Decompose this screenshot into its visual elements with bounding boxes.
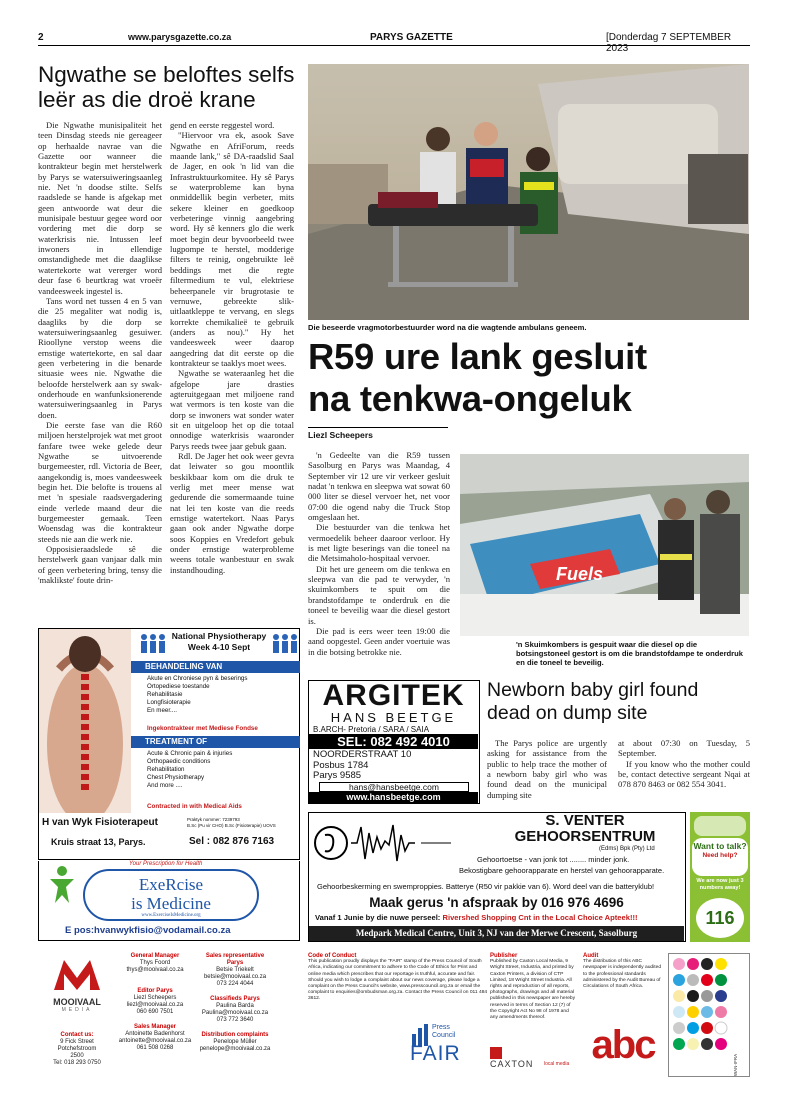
hearing-line-2: Bekostigbare gehoorapparate en herstel van gehoorapparate.	[459, 866, 665, 875]
list-item: 2500	[70, 1053, 84, 1059]
week-title: National Physiotherapy	[171, 631, 267, 641]
bubble-want-talk: Want to talk?	[693, 841, 747, 851]
list-item: Rehabilitation	[147, 766, 185, 773]
hearing-appointment: Maak gerus 'n afspraak by 016 976 4696	[369, 895, 624, 910]
sr-phone: 073 224 4044	[216, 981, 254, 987]
child-photo	[694, 816, 746, 836]
treatment-title: TREATMENT OF	[131, 736, 300, 748]
color-test-strip	[668, 953, 750, 1077]
list-item: Acute & Chronic pain & injuries	[147, 750, 233, 757]
page-header	[38, 32, 750, 54]
list-item: Longfisioterapie	[147, 699, 191, 706]
behandeling-list	[147, 675, 297, 715]
caxton-logo	[490, 1047, 580, 1073]
contract-en: Contracted in with Medical Aids	[147, 803, 242, 810]
editor-title: Editor Parys	[137, 988, 173, 994]
physio-quals	[187, 817, 276, 828]
audit-block	[583, 953, 663, 990]
physio-cell: Sel : 082 876 7163	[189, 836, 275, 847]
code-text: This publication proudly displays the "FAIR" stamp of the Press Council of South Africa, indicating our commitment to adhere to the Code of Ethics for Print and online media which prescribes that our reportage is truthful, accurate and fair. Should you wish to lodge a complaint about our news coverage, please lodge a complaint on the Press Council's website, www.presscouncil.org.za or email the complaint to enquiries@ombudsman.org.za. Contact the Press Council on 011 484 3612.	[308, 959, 488, 1002]
baby-column-2	[618, 738, 750, 790]
bubble-need-help: Need help?	[702, 852, 738, 859]
hearing-company: (Edms) Bpk (Pty) Ltd	[599, 846, 655, 852]
paragraph: Die bestuurder van die tenkwa het vermoedelik beheer daaroor verloor. Hy is met ligte beserings van die toneel na die Metsimaholo-hospitaal vervoer.	[308, 522, 450, 564]
foam-photo	[460, 454, 749, 636]
sm-phone: 061 508 0268	[136, 1045, 174, 1051]
paragraph: Die pad is eers weer teen 19:00 die aand oopgestel. Geen ander voertuie was in die botsing betrokke nie.	[308, 625, 450, 657]
qualification: B.Sc (Pu vir CHO) B.Sc (Fisioterapie) UOVS	[187, 822, 276, 828]
hearing-from: Vanaf 1 Junie by die nuwe perseel:	[315, 913, 441, 922]
publisher-block	[490, 953, 576, 1021]
hearing-line-1: Gehoortoetse - van jonk tot ........ minder jonk.	[477, 855, 630, 864]
physio-address: Kruis straat 13, Parys.	[51, 837, 146, 847]
argitek-address-1: NOORDERSTRAAT 10	[313, 749, 412, 760]
green-figure-icon	[47, 865, 77, 905]
argitek-address-3: Parys 9585	[313, 770, 362, 781]
physio-week-title	[169, 631, 269, 653]
practice-no: Praktyk nommer: 7239793	[187, 817, 240, 822]
cl-phone: 073 772 3640	[216, 1017, 254, 1023]
header-date: [Donderdag 7 SEPTEMBER 2023	[606, 32, 732, 54]
logo-url: www.ExerciseIsMedicine.org	[141, 913, 201, 918]
sr-title: Sales representative Parys	[205, 953, 265, 966]
contract-af: Ingekontrakteer met Mediese Fondse	[147, 725, 258, 732]
press-council-logo	[410, 1022, 480, 1072]
caxton-sub: local media	[544, 1061, 570, 1067]
truck-lettering: Fuels	[556, 564, 604, 584]
sr-email: betsie@mooivaal.co.za	[203, 974, 267, 980]
ambulance-photo	[308, 64, 749, 320]
mooivaal-logo	[40, 956, 114, 1018]
crash-headline	[308, 336, 753, 420]
baby-headline-line-2: dead on dump site	[487, 702, 648, 724]
list-item: Tel: 018 293 0750	[53, 1060, 101, 1066]
sm-name: Antoinette Badenhorst	[125, 1031, 185, 1037]
logo-line-2: is Medicine	[131, 894, 211, 913]
contact-block	[42, 1032, 112, 1067]
code-of-conduct	[308, 953, 488, 1003]
childline-text: We are now just 3 numbers away!	[696, 878, 744, 891]
water-column-1	[38, 120, 162, 628]
behandeling-title: BEHANDELING VAN	[131, 661, 300, 673]
list-item: Chest Physiotherapy	[147, 774, 205, 781]
baby-headline	[487, 679, 752, 725]
hearing-name-2: GEHOORSENTRUM	[514, 828, 656, 845]
crash-byline: Liezl Scheepers	[308, 430, 373, 440]
logo-line-1: ExeRcise	[138, 875, 204, 894]
physio-people-icon-right	[271, 633, 299, 657]
audit-text: The distribution of this ABC newspaper is independently audited to the professional standards administered by the Audit Bureau of Circulations of South Africa.	[583, 959, 662, 990]
website: www.parysgazette.co.za	[128, 32, 232, 42]
hearing-shopping-centre: Rivershed Shopping Cnt in the Local Choice Apteek!!!	[442, 913, 638, 922]
argitek-address-2: Posbus 1784	[313, 759, 369, 771]
masthead	[38, 950, 750, 1080]
argitek-name: ARGITEK	[322, 679, 465, 712]
code-title: Code of Conduct	[308, 953, 357, 959]
mooivaal-name: MOOIVAAL	[53, 997, 101, 1007]
gm-name: Thys Foord	[139, 960, 171, 966]
crash-headline-line-2: na tenkwa-ongeluk	[308, 378, 632, 419]
prescription-text: Your Prescription for Health	[129, 861, 203, 867]
paragraph: 'n Gedeelte van die R59 tussen Sasolburg en Parys was Maandag, 4 September vir 12 ure vir verkeer gesluit nadat 'n tenkwa en sleepwa wat sowat 60 000 liter se diesel vervoer het, net voor 07:00 die ogend naby die Truck Stop omgeslaan het.	[308, 450, 450, 523]
paragraph: "Hiervoor vra ek, asook Save Ngwathe en AfriForum, reeds maande lank," sê DA-raadslid Saal de Jager, en ook 'n lid van die Infrastruktuurkomitee. Hy sê Parys se waterprobleme kan byna onmiddellik begin verbeter, mits sekere kleiner en goedkoop verbeteringe vinnig aangebring word. Hy sê kenners glo die werk moet begin deur byvoorbeeld twee lugpompe te herstel, modderige filters te reinig, ongebruikte leë beddings met die regte filtermedium te vul, elektriese beheerpanele vir brugrotasie te vernuwe, gebreekte slik-uitlaatkleppe te vervang, en slegs korrekte chemikalieë te gebruik (anders as nou)." Hy het vandeesweek weer daarop aangedring dat dit eerste op die kontrakteur se taaklys moet wees.	[170, 130, 294, 368]
editor-email: liezl@mooivaal.co.za	[126, 1002, 184, 1008]
mooivaal-sub: MEDIA	[61, 1007, 93, 1013]
list-item: And more ....	[147, 782, 183, 789]
cl-title: Classifieds Parys	[210, 996, 260, 1002]
cl-email: Paulina@mooivaal.co.za	[201, 1010, 269, 1016]
hearing-new-address	[315, 913, 685, 922]
list-item: Akute en Chroniese pyn & beserings	[147, 675, 248, 682]
argitek-cell: SEL: 082 492 4010	[309, 734, 478, 749]
argitek-quals: B.ARCH- Pretoria / SARA / SAIA	[313, 725, 430, 734]
press-fair: FAIR	[410, 1042, 461, 1065]
staff-column-2	[198, 953, 272, 1053]
paper-name: PARYS GAZETTE	[370, 32, 453, 43]
gm-title: General Manager	[130, 953, 180, 959]
caxton-icon	[490, 1047, 502, 1059]
argitek-ad	[308, 680, 480, 804]
physio-name: H van Wyk Fisioterapeut	[42, 817, 158, 828]
sm-title: Sales Manager	[133, 1024, 177, 1030]
paragraph: Tans word net tussen 4 en 5 van die 25 megaliter wat nodig is, daagliks by die dorp se watersuiweringsaanleg gesuiwer. Rioollyne verstop weens die ernstige watertekorte, en sal daar geen verbetering in die benarde situasie wees nie. Ngwathe die beloofde herstelwerk aan sy swak-onderhoude en wanfunksionerende watersuiweringsaanleg in Parys doen.	[38, 295, 162, 420]
treatment-list	[147, 750, 297, 790]
crash-body	[308, 450, 450, 698]
list-item: Ortopediese toestande	[147, 683, 210, 690]
list-item: Orthopaedic conditions	[147, 758, 211, 765]
dist-title: Distribution complaints	[201, 1032, 269, 1038]
list-item: 9 Fick Street	[60, 1039, 94, 1045]
physio-ad	[38, 628, 300, 860]
childline-number: 116	[696, 898, 744, 938]
baby-col2-para-1: at about 07:30 on Tuesday, 5 September.	[618, 738, 750, 759]
exercise-medicine-logo	[83, 869, 259, 921]
color-dots-icon	[671, 956, 731, 1076]
dist-name: Penelope Müller	[213, 1039, 257, 1045]
paragraph: Ngwathe se wateraanleg het die afgelope jare drasties agteruitgegaan met miljoene rand wat vermors is ten koste van die dorp se inwoners wat sonder water sit en uitgeloop het op die totaal onnodige waterkrisis waaronder Parys reeds twee jaar gebuk gaan.	[170, 368, 294, 451]
hearing-ad	[308, 812, 686, 942]
childline-ad	[690, 812, 750, 942]
paragraph: gend en eerste reggestel word.	[170, 120, 275, 130]
list-item: En meer....	[147, 707, 177, 714]
byline-rule	[308, 427, 448, 428]
water-column-2	[170, 120, 294, 628]
ambulance-caption: Die beseerde vragmotorbestuurder word na die wagtende ambulans geneem.	[308, 323, 587, 332]
week-dates: Week 4-10 Sept	[187, 642, 251, 652]
baby-column-1: The Parys police are urgently asking for assistance from the public to help trace the mother of a newborn baby girl who was found dead on the municipal dumping site	[487, 738, 607, 800]
physio-people-icon	[139, 633, 167, 657]
talk-bubble	[692, 838, 748, 876]
hearing-footer: Medpark Medical Centre, Unit 3, NJ van der Merwe Crescent, Sasolburg	[309, 926, 684, 941]
press-council-text	[432, 1024, 455, 1040]
argitek-person: HANS BEETGE	[330, 710, 457, 725]
mooivaal-m-icon	[52, 956, 102, 992]
audit-title: Audit	[583, 953, 599, 959]
staff-column-1	[118, 953, 192, 1052]
press-line-2: Council	[432, 1032, 456, 1039]
water-headline: Ngwathe se beloftes selfs leër as die droë krane	[38, 62, 295, 112]
editor-phone: 060 690 7501	[136, 1009, 174, 1015]
paragraph: Die Ngwathe munisipaliteit het teen Dinsdag steeds nie gereageer op herhaalde navrae van die Gazette oor wanneer die kontrakteur begin met herstelwerk by Parys se watersuiweringsaanleg nie. Net 'n doodse stilte. Selfs raadslede se hande is afgekap met geen antwoorde wat deur die munisipale bestuur gegee word oor vordering met die dorp se waterkrisis nie. Intussen leef inwoners in ellendige omstandighede met die daaglikse watertekorte wat vererger word deur fase 6 beurtkrag wat vroeër vandeesweek ingestel is.	[38, 120, 162, 296]
paragraph: Opposisieraadslede sê die herstelwerk gaan vanjaar dalk min of geen verbetering bring, tensy die 'maklikste' foute drin-	[38, 544, 162, 586]
gm-email: thys@mooivaal.co.za	[126, 967, 184, 973]
sr-name: Betsie Triekelt	[216, 967, 254, 973]
baby-col2-para-2: If you know who the mother could be, contact detective sergeant Nqai at 078 870 8463 or 082 554 3041.	[618, 758, 750, 790]
list-item: Potchefstroom	[57, 1046, 97, 1052]
abc-logo: abc	[591, 1023, 655, 1067]
exercise-medicine-ad	[38, 861, 300, 941]
baby-headline-line-1: Newborn baby girl found	[487, 679, 699, 701]
publisher-title: Publisher	[490, 953, 518, 959]
page-number: 2	[38, 32, 44, 43]
foam-caption: 'n Skuimkombers is gespuit waar die diesel op die botsingstoneel gestort is om die brandstofdampe te onderdruk en die toneel te beveilig.	[516, 640, 743, 667]
hearing-line-3: Gehoorbeskerming en swemproppies. Batterye (R50 vir pakkie van 6). Word deel van die batteryklub!	[317, 882, 655, 891]
crash-headline-line-1: R59 ure lank gesluit	[308, 336, 647, 377]
contact-title: Contact us:	[60, 1032, 94, 1038]
hearing-name	[485, 813, 685, 845]
hearing-name-1: S. VENTER	[545, 812, 625, 829]
paragraph: Die eerste fase van die R60 miljoen herstelprojek wat met groot fanfare twee weke gelede deur Ngwathe se uitvoerende burgemeester, rdl. Victoria de Beer, aangekondig is, moes vandeesweek begin het. Die belofte is trouens al met 'n spesiale raadsvergadering einde verlede maand deur die burgemeester gemaak. Teen Woensdag was die kontrakteur steeds nie aan die werk nie.	[38, 419, 162, 544]
physio-email: E pos:hvanwykfisio@vodamail.co.za	[65, 925, 231, 936]
cl-name: Paulina Barda	[216, 1003, 254, 1009]
argitek-email: hans@hansbeetge.com	[319, 782, 469, 792]
spine-image	[39, 629, 131, 813]
argitek-address	[313, 750, 411, 782]
sm-email: antoinette@mooivaal.co.za	[118, 1038, 192, 1044]
hearing-wave-icon	[311, 815, 451, 871]
publisher-text: Published by Caxton Local Media, 9 Wright Street, Industria, and printed by Caxton Printers, a division of CTP Limited, 18 Wright Street Industria. All rights and reproduction of all reports, photographs, drawings and all material published in this newspaper are hereby reserved in terms of Section 12 (7) of the Copyright Act No 98 of 1978 and any amendments thereof.	[490, 959, 576, 1021]
press-line-1: Press	[432, 1024, 450, 1031]
paragraph: Rdl. De Jager het ook weer gevra dat leiwater so gou moontlik beskikbaar kom om die druk te verlig met meer mense wat gedurende die somermaande tuine nat lei ten koste van die reeds ernstige watertekort. Naas Parys gaan ook ander Ngwathe dorpe soos Koppies en Vredefort gebuk onder ernstige waterprobleme weens totale wanbestuur en swak instandhouding.	[170, 451, 294, 575]
caxton-name: CAXTON	[490, 1059, 534, 1069]
argitek-web: www.hansbeetge.com	[309, 792, 478, 803]
colorbar-text: WAN-IFRA	[733, 1053, 738, 1076]
editor-name: Liezl Scheepers	[133, 995, 177, 1001]
paragraph: Dit het ure geneem om die tenkwa en sleepwa van die pad te verwyder, 'n skuimkombers te spuit om die brandstofdampe te onderdruk en die toneel te beveilig waar die diesel gestort is.	[308, 563, 450, 626]
dist-email: penelope@mooivaal.co.za	[199, 1046, 271, 1052]
list-item: Rehabilitasie	[147, 691, 183, 698]
